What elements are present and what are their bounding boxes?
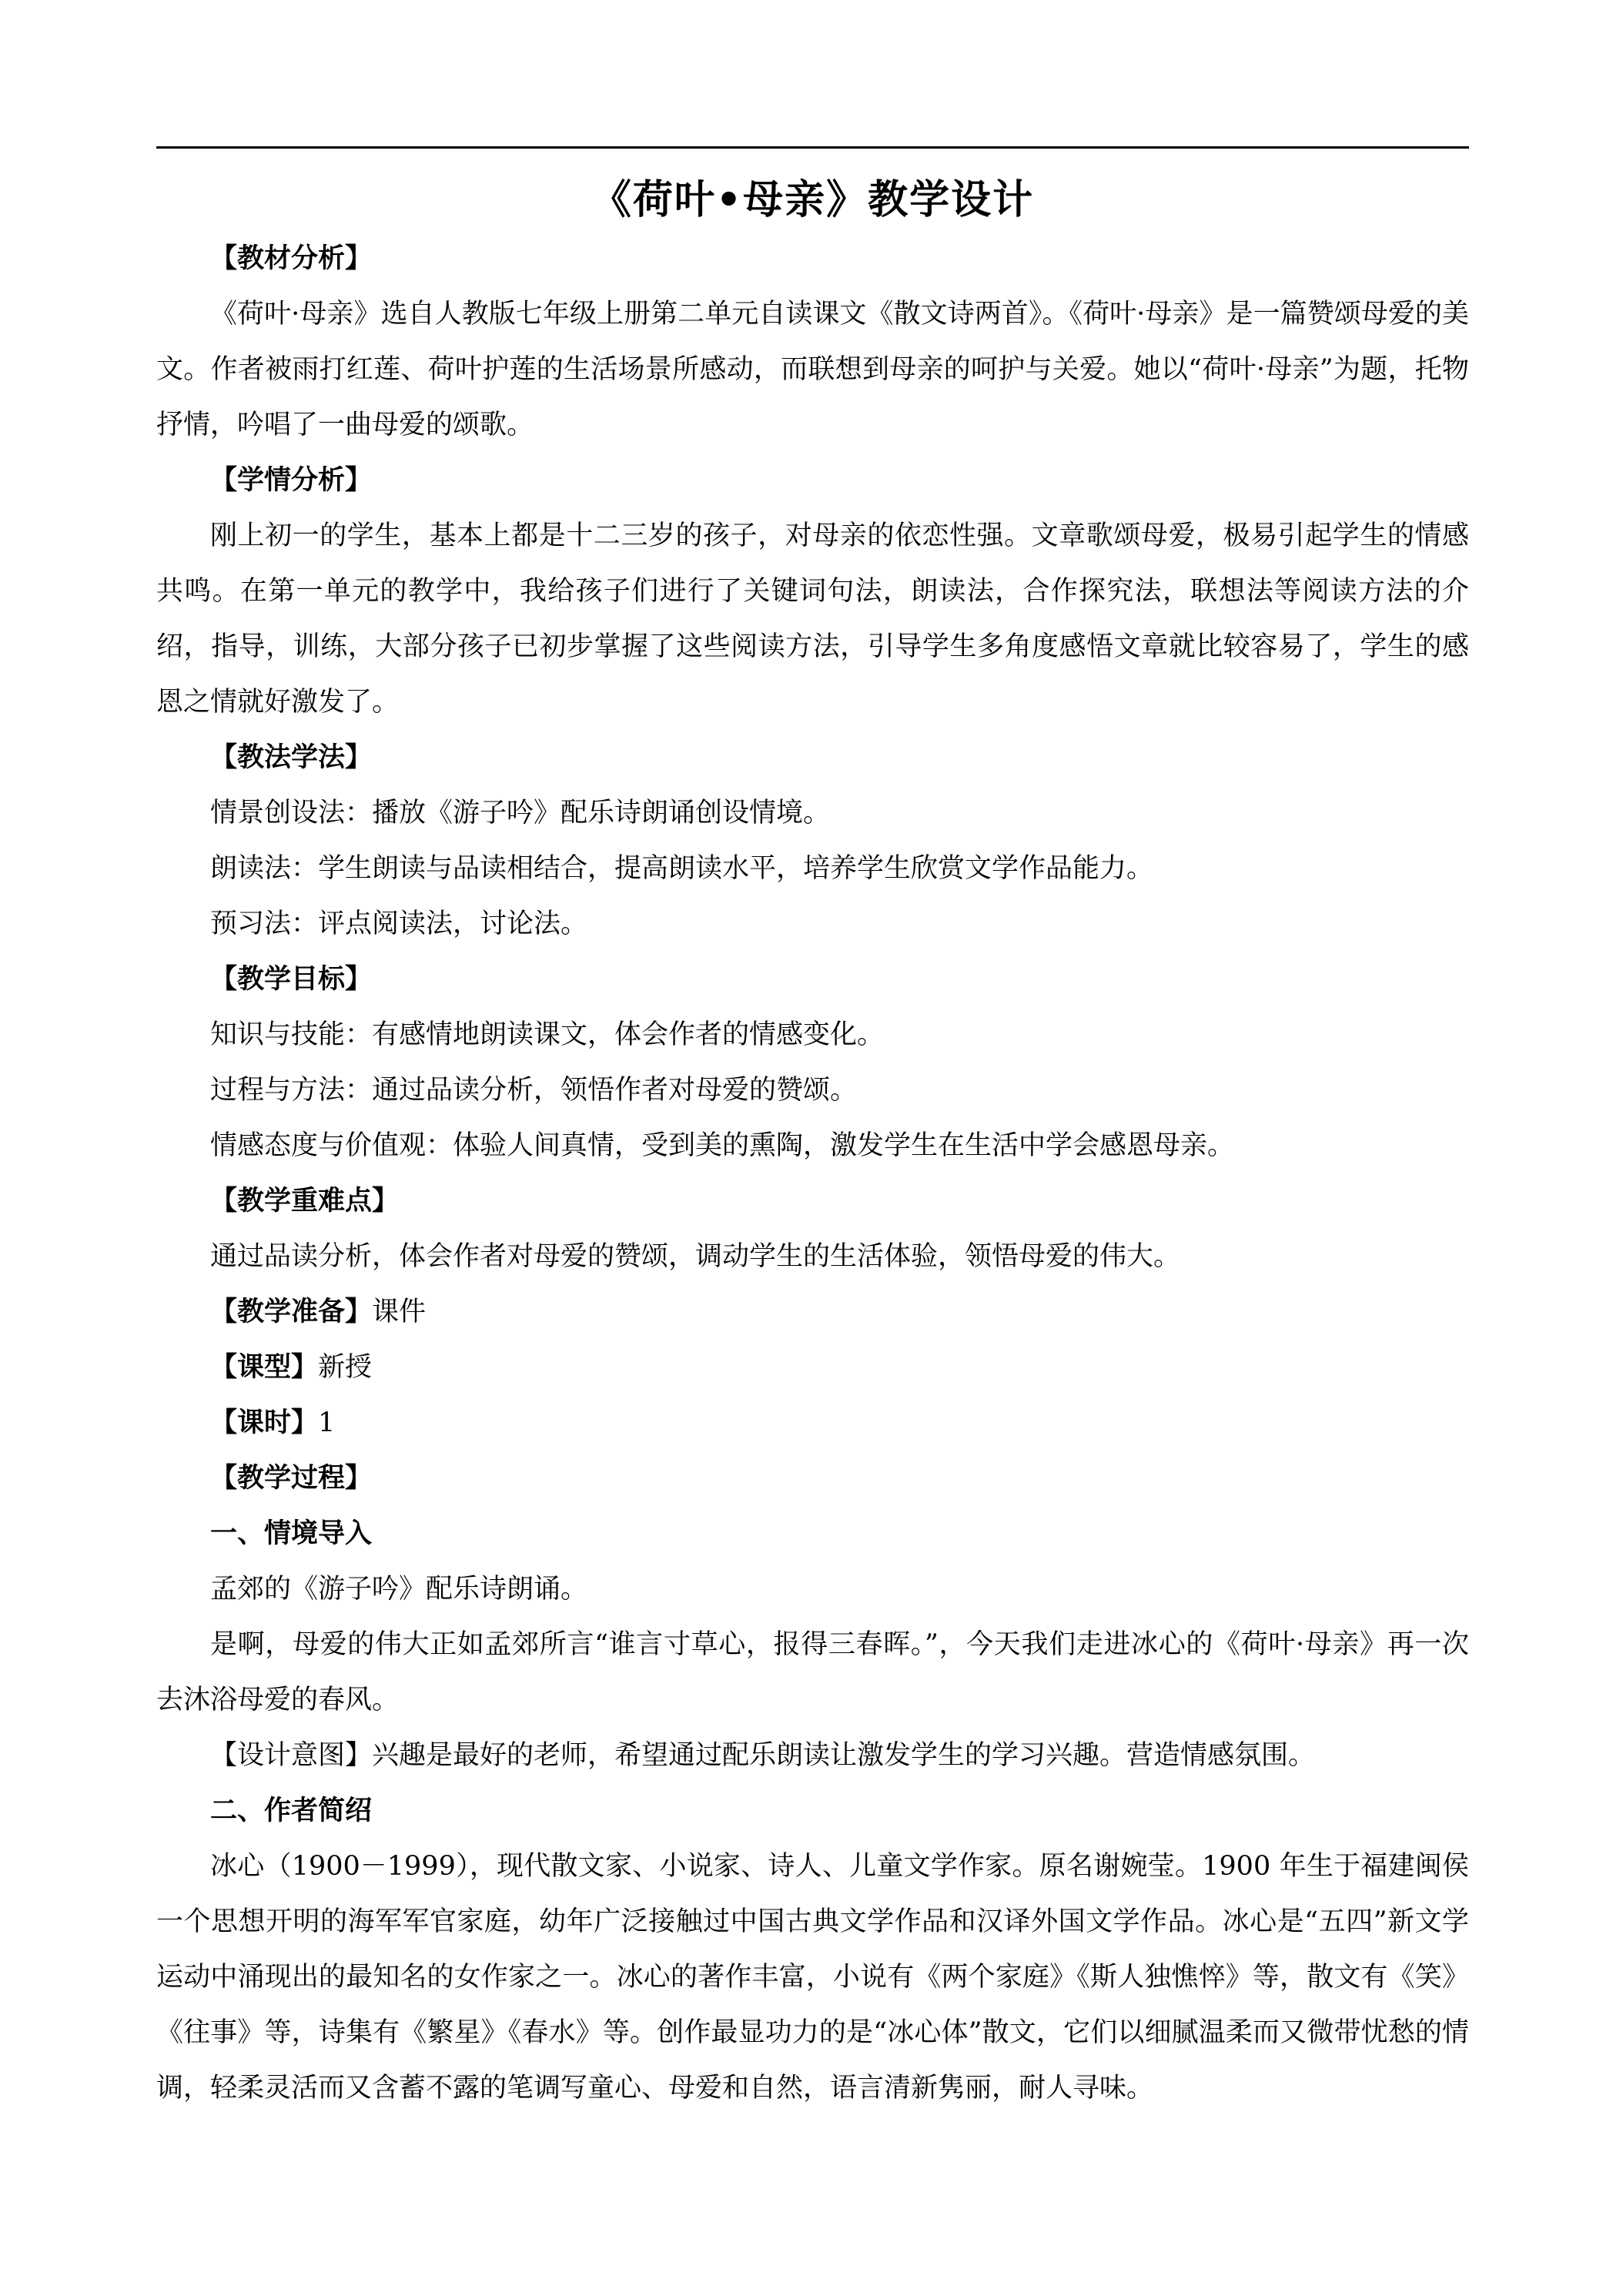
paragraph-method-2: 朗读法：学生朗读与品读相结合，提高朗读水平，培养学生欣赏文学作品能力。	[210, 853, 1154, 884]
heading-teaching-methods: 【教法学法】	[210, 742, 373, 773]
paragraph-goal-1: 知识与技能：有感情地朗读课文，体会作者的情感变化。	[210, 1019, 885, 1050]
heading-step-1: 一、情境导入	[210, 1518, 373, 1549]
paragraph-goal-3: 情感态度与价值观：体验人间真情，受到美的熏陶，激发学生在生活中学会感恩母亲。	[210, 1130, 1235, 1161]
heading-key-points: 【教学重难点】	[210, 1186, 400, 1217]
paragraph-goal-2: 过程与方法：通过品读分析，领悟作者对母爱的赞颂。	[210, 1075, 858, 1106]
text-lesson-type: 新授	[318, 1352, 373, 1383]
heading-design-intent: 【设计意图】	[210, 1740, 373, 1771]
paragraph-student-analysis: 刚上初一的学生，基本上都是十二三岁的孩子，对母亲的依恋性强。文章歌颂母爱，极易引起学生的情感共鸣。在第一单元的教学中，我给孩子们进行了关键词句法，朗读法，合作探究法，联想法等阅读方法的介绍，指导，训练，大部分孩子已初步掌握了这些阅读方法，引导学生多角度感悟文章就比较容易了，学生的感恩之情就好激发了。	[156, 520, 1469, 718]
heading-lesson-hours: 【课时】	[210, 1407, 319, 1438]
paragraph-step-1-a: 孟郊的《游子吟》配乐诗朗诵。	[210, 1574, 588, 1605]
paragraph-method-1: 情景创设法：播放《游子吟》配乐诗朗诵创设情境。	[210, 798, 831, 828]
document-title: 《荷叶•母亲》教学设计	[591, 177, 1035, 223]
heading-material-analysis: 【教材分析】	[210, 243, 373, 274]
line-lesson-hours	[156, 1395, 1469, 1451]
heading-step-2: 二、作者简绍	[210, 1796, 373, 1826]
header-rule	[156, 146, 1469, 149]
paragraph-key-points: 通过品读分析，体会作者对母爱的赞颂，调动学生的生活体验，领悟母爱的伟大。	[210, 1241, 1181, 1272]
paragraph-step-2: 冰心（1900－1999），现代散文家、小说家、诗人、儿童文学作家。原名谢婉莹。1900 年生于福建闽侯一个思想开明的海军军官家庭，幼年广泛接触过中国古典文学作品和汉译外国文学作品。冰心是“五四”新文学运动中涌现出的最知名的女作家之一。冰心的著作丰富，小说有《两个家庭》《斯人独憔悴》等，散文有《笑》《往事》等，诗集有《繁星》《春水》等。创作最显功力的是“冰心体”散文，它们以细腻温柔而又微带忧愁的情调，轻柔灵活而又含蓄不露的笔调写童心、母爱和自然，语言清新隽丽，耐人寻味。	[156, 1851, 1469, 2104]
heading-teaching-goals: 【教学目标】	[210, 964, 373, 995]
heading-preparation: 【教学准备】	[210, 1297, 373, 1327]
text-preparation: 课件	[372, 1297, 427, 1327]
paragraph-step-1-b: 是啊，母爱的伟大正如孟郊所言“谁言寸草心，报得三春晖。”，今天我们走进冰心的《荷叶·母亲》再一次去沐浴母爱的春风。	[156, 1629, 1469, 1715]
line-design-intent	[156, 1728, 1469, 1783]
heading-lesson-type: 【课型】	[210, 1352, 319, 1383]
heading-teaching-process: 【教学过程】	[210, 1463, 373, 1494]
paragraph-material-analysis: 《荷叶·母亲》选自人教版七年级上册第二单元自读课文《散文诗两首》。《荷叶·母亲》是一篇赞颂母爱的美文。作者被雨打红莲、荷叶护莲的生活场景所感动，而联想到母亲的呵护与关爱。她以“荷叶·母亲”为题，托物抒情，吟唱了一曲母爱的颂歌。	[156, 299, 1469, 440]
text-design-intent: 兴趣是最好的老师，希望通过配乐朗读让激发学生的学习兴趣。营造情感氛围。	[372, 1740, 1316, 1771]
document-body	[156, 231, 1469, 2116]
line-lesson-type	[156, 1340, 1469, 1395]
paragraph-method-3: 预习法：评点阅读法，讨论法。	[210, 909, 588, 939]
line-preparation	[156, 1284, 1469, 1340]
text-lesson-hours: 1	[318, 1407, 336, 1438]
heading-student-analysis: 【学情分析】	[210, 465, 373, 496]
